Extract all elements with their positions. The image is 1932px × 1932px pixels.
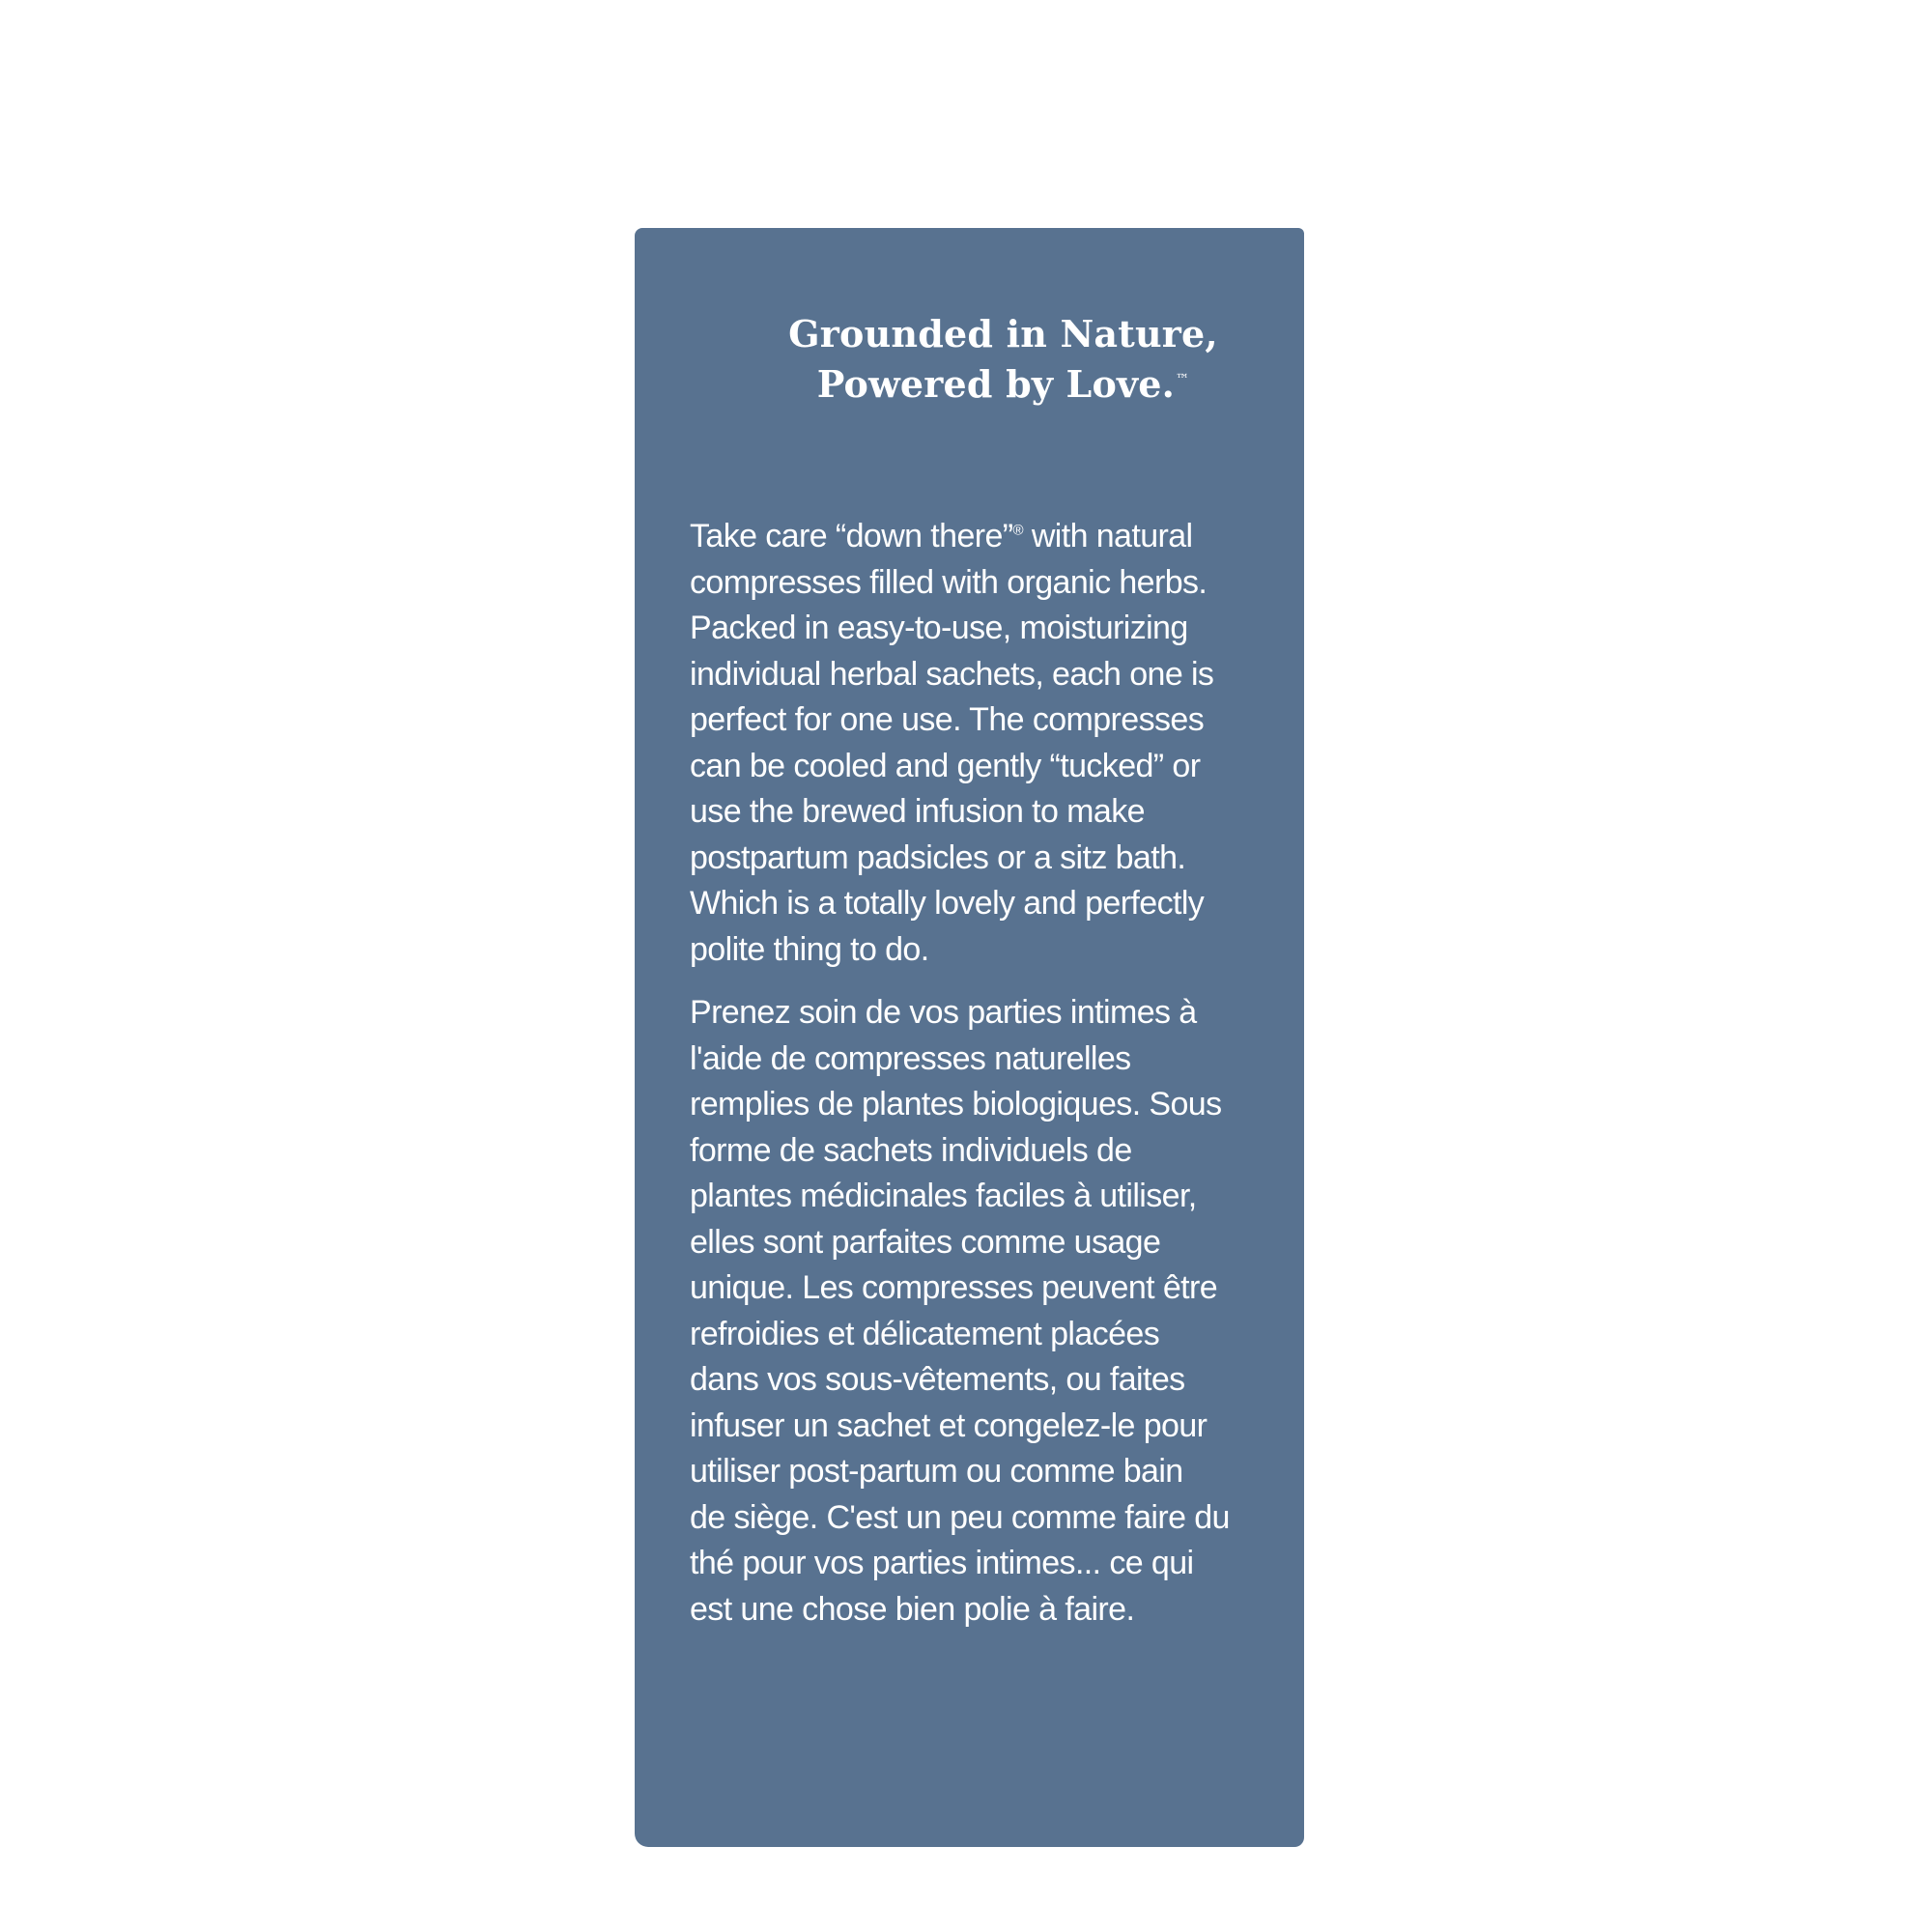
brand-tagline <box>635 309 1304 410</box>
english-line: postpartum padsicles or a sitz bath. <box>690 838 1186 876</box>
french-line: elles sont parfaites comme usage <box>690 1223 1161 1261</box>
french-description <box>690 990 1269 1633</box>
french-line: utiliser post-partum ou comme bain <box>690 1453 1183 1490</box>
tagline-line-2-wrap <box>780 359 1227 410</box>
english-line: perfect for one use. The compresses <box>690 701 1205 738</box>
product-box-side-panel <box>635 228 1304 1847</box>
french-line: dans vos sous-vêtements, ou faites <box>690 1361 1185 1398</box>
trademark-symbol: ™ <box>1176 372 1190 388</box>
french-line: plantes médicinales faciles à utiliser, <box>690 1178 1197 1214</box>
tagline-line-1: Grounded in Nature, <box>788 312 1218 355</box>
french-line: forme de sachets individuels de <box>690 1131 1132 1169</box>
english-line: Which is a totally lovely and perfectly <box>690 885 1205 922</box>
french-line: de siège. C'est un peu comme faire du <box>690 1498 1230 1536</box>
french-line: refroidies et délicatement placées <box>690 1315 1160 1352</box>
english-line: can be cooled and gently “tucked” or <box>690 747 1201 784</box>
french-line: l'aide de compresses naturelles <box>690 1039 1131 1077</box>
french-line: est une chose bien polie à faire. <box>690 1590 1135 1628</box>
english-line: individual herbal sachets, each one is <box>690 655 1214 693</box>
french-line: thé pour vos parties intimes... ce qui <box>690 1545 1194 1581</box>
english-line-1-tail: with natural <box>1022 518 1193 554</box>
tagline-line-2: Powered by Love. <box>816 362 1176 406</box>
french-line: infuser un sachet et congelez-le pour <box>690 1406 1208 1444</box>
english-line <box>690 514 1269 560</box>
english-line: Packed in easy-to-use, moisturizing <box>690 610 1188 646</box>
french-line: unique. Les compresses peuvent être <box>690 1269 1218 1306</box>
english-description <box>690 514 1269 973</box>
english-line-1: Take care “down there” <box>690 518 1013 554</box>
french-line: Prenez soin de vos parties intimes à <box>690 994 1197 1031</box>
french-line: remplies de plantes biologiques. Sous <box>690 1086 1222 1122</box>
registered-mark: ® <box>1012 522 1023 539</box>
english-line: polite thing to do. <box>690 930 929 968</box>
english-line: compresses filled with organic herbs. <box>690 563 1208 601</box>
english-line: use the brewed infusion to make <box>690 793 1145 830</box>
